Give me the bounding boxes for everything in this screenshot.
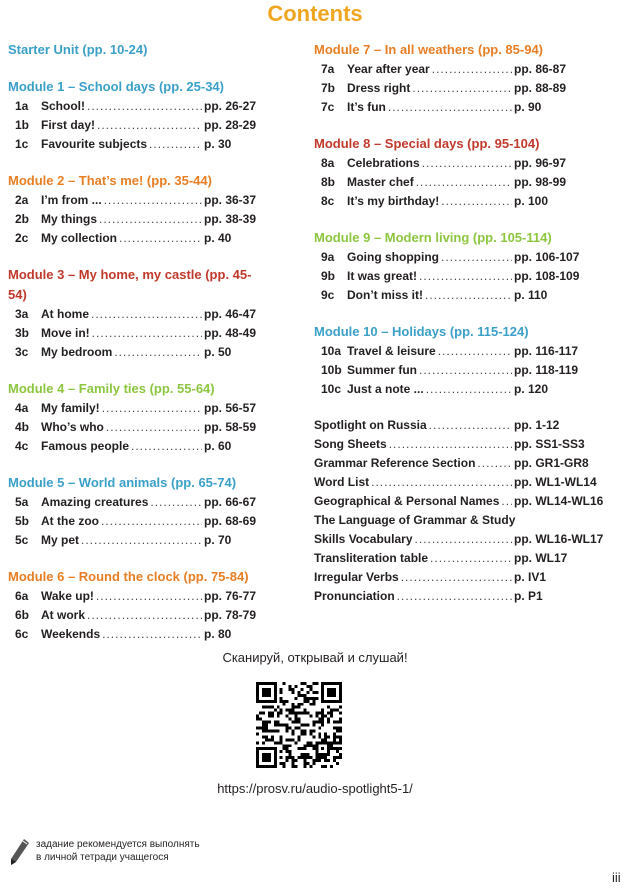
lesson-title: Dress right (347, 81, 411, 95)
page-reference: pp. 1-12 (514, 418, 560, 432)
lesson-number: 7c (321, 100, 335, 114)
appendix-title: Grammar Reference Section (314, 456, 476, 470)
lesson-number: 9b (321, 269, 336, 283)
note-line-1: задание рекомендуется выполнять (36, 839, 200, 850)
page-reference: pp. 78-79 (204, 608, 257, 622)
contents-entry[interactable] (8, 97, 258, 116)
dot-leader (102, 399, 202, 418)
page-reference: p. P1 (514, 589, 543, 603)
dot-leader (119, 229, 202, 248)
lesson-title: Going shopping (347, 250, 439, 264)
contents-entry[interactable] (8, 116, 258, 135)
pencil-icon (8, 838, 30, 868)
contents-entry[interactable] (314, 342, 614, 361)
page-reference: pp. 76-77 (204, 589, 257, 603)
lesson-number: 6c (15, 627, 29, 641)
appendix-title: Irregular Verbs (314, 570, 399, 584)
lesson-title: It’s fun (347, 100, 386, 114)
appendix-entry[interactable] (314, 530, 614, 549)
lesson-number: 7a (321, 62, 335, 76)
lesson-number: 10c (321, 382, 342, 396)
dot-leader (432, 60, 512, 79)
contents-entry[interactable] (314, 192, 614, 211)
contents-section (8, 77, 258, 154)
lesson-title: It’s my birthday! (347, 194, 440, 208)
page-reference: pp. 26-27 (204, 99, 257, 113)
section-title[interactable]: Module 10 – Holidays (pp. 115-124) (314, 324, 529, 339)
appendix-title: Word List (314, 475, 370, 489)
contents-entry[interactable] (8, 587, 258, 606)
lesson-number: 6b (15, 608, 30, 622)
dot-leader (106, 418, 202, 437)
dot-leader (419, 267, 512, 286)
lesson-title: My pet (41, 533, 80, 547)
contents-left-column (8, 40, 258, 661)
lesson-number: 3b (15, 326, 30, 340)
dot-leader (150, 493, 202, 512)
page-reference: pp. 46-47 (204, 307, 257, 321)
contents-entry[interactable] (314, 79, 614, 98)
contents-section (8, 473, 258, 550)
dot-leader (371, 473, 512, 492)
lesson-title: My collection (41, 231, 118, 245)
contents-entry[interactable] (8, 437, 258, 456)
lesson-title: My family! (41, 401, 100, 415)
contents-entry[interactable] (314, 173, 614, 192)
page-reference (519, 511, 619, 530)
contents-entry[interactable] (8, 625, 258, 644)
contents-entry[interactable] (314, 154, 614, 173)
lesson-number: 2c (15, 231, 29, 245)
page-reference: p. 110 (514, 288, 548, 302)
dot-leader (401, 568, 512, 587)
page-reference: pp. 116-117 (514, 344, 579, 358)
dot-leader (102, 625, 202, 644)
lesson-number: 1a (15, 99, 29, 113)
page-reference: pp. WL1-WL14 (514, 475, 597, 489)
appendix-title: Spotlight on Russia (314, 418, 427, 432)
section-title[interactable]: Module 6 – Round the clock (pp. 75-84) (8, 569, 249, 584)
page-reference: pp. 48-49 (204, 326, 257, 340)
page-reference: pp. 68-69 (204, 514, 257, 528)
contents-entry[interactable] (8, 531, 258, 550)
section-title[interactable]: Module 7 – In all weathers (pp. 85-94) (314, 42, 544, 57)
page-reference: p. 80 (204, 627, 232, 641)
appendix-title: The Language of Grammar & Study (314, 513, 516, 527)
section-title[interactable]: Module 4 – Family ties (pp. 55-64) (8, 381, 215, 396)
contents-entry[interactable] (8, 210, 258, 229)
lesson-number: 4a (15, 401, 29, 415)
section-title[interactable]: Starter Unit (pp. 10-24) (8, 42, 148, 57)
lesson-number: 4c (15, 439, 29, 453)
dot-leader (87, 97, 202, 116)
appendix-entry[interactable] (314, 587, 614, 606)
page-reference: pp. 98-99 (514, 175, 567, 189)
contents-entry[interactable] (314, 248, 614, 267)
contents-entry[interactable] (8, 135, 258, 154)
contents-entry[interactable] (314, 361, 614, 380)
lesson-number: 9a (321, 250, 335, 264)
lesson-number: 4b (15, 420, 30, 434)
appendix-title: Geographical & Personal Names (314, 494, 500, 508)
contents-entry[interactable] (314, 60, 614, 79)
dot-leader (422, 154, 512, 173)
dot-leader (149, 135, 202, 154)
page-reference: p. 100 (514, 194, 549, 208)
contents-section (8, 379, 258, 456)
appendix-title: Skills Vocabulary (314, 532, 413, 546)
dot-leader (131, 437, 202, 456)
page-reference: pp. 36-37 (204, 193, 257, 207)
page-reference: pp. 38-39 (204, 212, 257, 226)
dot-leader (477, 454, 512, 473)
page-reference: pp. SS1-SS3 (514, 437, 585, 451)
dot-leader (501, 492, 512, 511)
note-line-2: в личной тетради учащегося (36, 852, 169, 863)
lesson-number: 10a (321, 344, 342, 358)
appendix-entry[interactable] (314, 473, 614, 492)
lesson-title: At home (41, 307, 89, 321)
contents-entry[interactable] (8, 512, 258, 531)
dot-leader (416, 173, 512, 192)
contents-entry[interactable] (314, 286, 614, 305)
dot-leader (92, 324, 202, 343)
lesson-title: My things (41, 212, 97, 226)
lesson-number: 8b (321, 175, 336, 189)
page-reference: pp. 96-97 (514, 156, 567, 170)
appendix-title: Pronunciation (314, 589, 395, 603)
dot-leader (97, 116, 202, 135)
lesson-title: Master chef (347, 175, 414, 189)
contents-section (314, 134, 614, 211)
dot-leader (430, 549, 512, 568)
page-reference: pp. 58-59 (204, 420, 257, 434)
lesson-title: Move in! (41, 326, 90, 340)
lesson-title: Favourite subjects (41, 137, 148, 151)
contents-entry[interactable] (8, 229, 258, 248)
dot-leader (441, 248, 512, 267)
dot-leader (99, 210, 202, 229)
lesson-title: My bedroom (41, 345, 113, 359)
page-reference: pp. WL16-WL17 (514, 532, 604, 546)
lesson-number: 8a (321, 156, 335, 170)
page-reference: pp. WL17 (514, 551, 568, 565)
lesson-number: 3c (15, 345, 29, 359)
page-reference: pp. 86-87 (514, 62, 567, 76)
qr-code-icon[interactable] (256, 682, 342, 768)
page-reference: p. 50 (204, 345, 232, 359)
lesson-title: Famous people (41, 439, 130, 453)
page-reference: pp. WL14-WL16 (514, 494, 604, 508)
appendix-entry[interactable] (314, 454, 614, 473)
contents-entry[interactable] (8, 191, 258, 210)
lesson-number: 5a (15, 495, 29, 509)
section-title[interactable]: Module 5 – World animals (pp. 65-74) (8, 475, 237, 490)
contents-entry[interactable] (8, 324, 258, 343)
lesson-title: It was great! (347, 269, 418, 283)
page-reference: p. 70 (204, 533, 232, 547)
dot-leader (415, 530, 513, 549)
dot-leader (389, 435, 512, 454)
scan-instruction: Сканируй, открывай и слушай! (222, 650, 408, 665)
page-reference: pp. 56-57 (204, 401, 257, 415)
page-reference: p. 40 (204, 231, 232, 245)
lesson-title: Summer fun (347, 363, 418, 377)
contents-entry[interactable] (8, 418, 258, 437)
contents-right-column (314, 40, 614, 606)
contents-section (8, 265, 258, 362)
page-reference: p. 90 (514, 100, 542, 114)
lesson-number: 7b (321, 81, 336, 95)
contents-section (8, 171, 258, 248)
lesson-title: At the zoo (41, 514, 99, 528)
lesson-number: 1b (15, 118, 30, 132)
dot-leader (388, 98, 512, 117)
section-title[interactable]: Module 9 – Modern living (pp. 105-114) (314, 230, 552, 245)
section-title[interactable]: Module 8 – Special days (pp. 95-104) (314, 136, 540, 151)
page-reference: p. IV1 (514, 570, 547, 584)
lesson-title: Year after year (347, 62, 430, 76)
dot-leader (438, 342, 512, 361)
dot-leader (96, 587, 202, 606)
dot-leader (412, 79, 512, 98)
lesson-number: 10b (321, 363, 342, 377)
page-reference: pp. 28-29 (204, 118, 257, 132)
dot-leader (104, 191, 202, 210)
dot-leader (114, 343, 202, 362)
lesson-number: 6a (15, 589, 29, 603)
page-title: Contents (267, 1, 363, 26)
section-title[interactable]: Module 1 – School days (pp. 25-34) (8, 79, 224, 94)
page-reference: pp. 108-109 (514, 269, 580, 283)
lesson-title: Amazing creatures (41, 495, 149, 509)
dot-leader (429, 416, 512, 435)
appendix-entry[interactable] (314, 435, 614, 454)
audio-url-link[interactable]: https://prosv.ru/audio-spotlight5-1/ (217, 781, 413, 796)
page-reference: pp. 106-107 (514, 250, 580, 264)
lesson-title: Wake up! (41, 589, 94, 603)
lesson-number: 2b (15, 212, 30, 226)
contents-entry[interactable] (8, 606, 258, 625)
page-reference: pp. 66-67 (204, 495, 257, 509)
page-reference: p. 120 (514, 382, 549, 396)
lesson-title: Who’s who (41, 420, 104, 434)
lesson-title: Travel & leisure (347, 344, 436, 358)
lesson-title: First day! (41, 118, 96, 132)
appendix-list (314, 416, 614, 606)
dot-leader (426, 380, 512, 399)
lesson-number: 5b (15, 514, 30, 528)
lesson-number: 3a (15, 307, 29, 321)
page-reference: pp. GR1-GR8 (514, 456, 589, 470)
contents-section (8, 567, 258, 644)
appendix-entry[interactable] (314, 549, 614, 568)
lesson-number: 5c (15, 533, 29, 547)
dot-leader (425, 286, 512, 305)
contents-entry[interactable] (314, 267, 614, 286)
page-reference: p. 60 (204, 439, 232, 453)
lesson-number: 2a (15, 193, 29, 207)
lesson-number: 1c (15, 137, 29, 151)
contents-entry[interactable] (8, 343, 258, 362)
contents-section (314, 228, 614, 305)
lesson-title: School! (41, 99, 85, 113)
dot-leader (81, 531, 202, 550)
contents-section (314, 40, 614, 117)
appendix-title: Song Sheets (314, 437, 387, 451)
appendix-entry[interactable] (314, 568, 614, 587)
page-reference: pp. 118-119 (514, 363, 579, 377)
lesson-title: I’m from ... (41, 193, 102, 207)
contents-section (314, 322, 614, 399)
lesson-title: At work (41, 608, 86, 622)
contents-entry[interactable] (8, 399, 258, 418)
contents-entry[interactable] (314, 98, 614, 117)
page-reference: p. 30 (204, 137, 232, 151)
lesson-title: Don’t miss it! (347, 288, 424, 302)
dot-leader (91, 305, 202, 324)
page-number: iii (612, 870, 621, 885)
section-title[interactable]: Module 2 – That’s me! (pp. 35-44) (8, 173, 212, 188)
lesson-title: Just a note ... (347, 382, 424, 396)
lesson-title: Weekends (41, 627, 101, 641)
dot-leader (419, 361, 512, 380)
dot-leader (101, 512, 202, 531)
lesson-number: 8c (321, 194, 335, 208)
contents-section (8, 40, 258, 60)
appendix-entry[interactable] (314, 511, 614, 530)
section-title[interactable]: Module 3 – My home, my castle (pp. 45-54) (8, 267, 252, 302)
workbook-note (8, 838, 200, 868)
appendix-entry[interactable] (314, 492, 614, 511)
appendix-title: Transliteration table (314, 551, 429, 565)
lesson-title: Celebrations (347, 156, 420, 170)
dot-leader (87, 606, 202, 625)
page-reference: pp. 88-89 (514, 81, 567, 95)
contents-entry[interactable] (8, 493, 258, 512)
contents-entry[interactable] (314, 380, 614, 399)
dot-leader (397, 587, 512, 606)
dot-leader (441, 192, 512, 211)
contents-entry[interactable] (8, 305, 258, 324)
appendix-entry[interactable] (314, 416, 614, 435)
lesson-number: 9c (321, 288, 335, 302)
